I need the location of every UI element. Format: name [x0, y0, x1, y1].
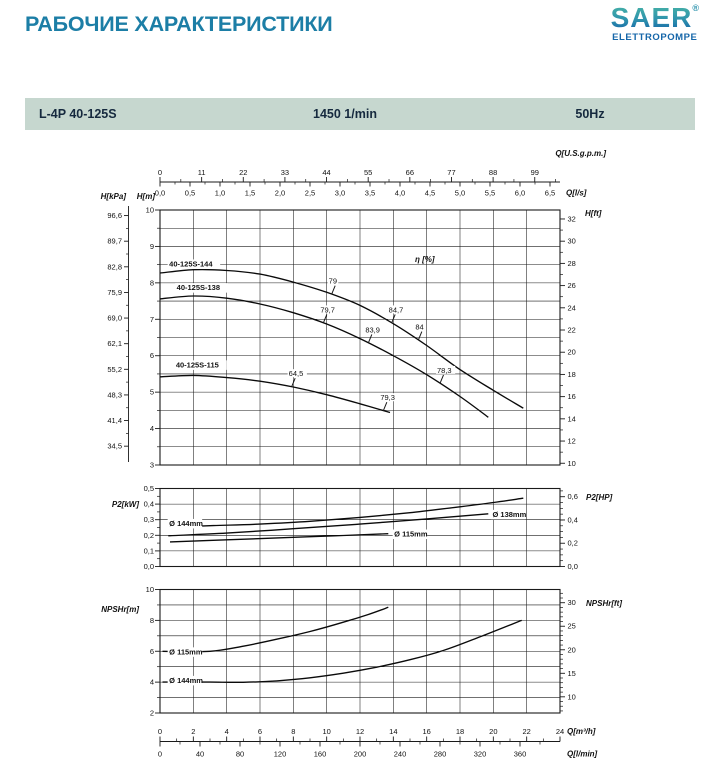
svg-text:25: 25 [567, 621, 576, 631]
svg-text:64,5: 64,5 [288, 369, 304, 379]
svg-text:4: 4 [149, 677, 154, 687]
svg-text:18: 18 [567, 369, 576, 379]
svg-text:0,2: 0,2 [567, 538, 578, 548]
svg-text:79: 79 [328, 276, 338, 286]
svg-text:88: 88 [488, 168, 498, 177]
svg-text:P2[kW]: P2[kW] [111, 500, 139, 509]
registered-mark: ® [692, 3, 699, 13]
svg-text:14: 14 [567, 414, 576, 424]
svg-text:0,3: 0,3 [143, 515, 154, 525]
svg-text:Ø 144mm: Ø 144mm [169, 675, 203, 685]
svg-text:28: 28 [567, 258, 576, 268]
svg-text:NPSHr[ft]: NPSHr[ft] [586, 599, 622, 608]
svg-text:Ø 115mm: Ø 115mm [169, 647, 203, 657]
svg-text:44: 44 [322, 168, 331, 177]
svg-text:120: 120 [273, 749, 287, 759]
svg-text:8: 8 [291, 727, 296, 736]
svg-text:2: 2 [191, 727, 196, 736]
svg-text:22: 22 [239, 168, 248, 177]
svg-text:6,5: 6,5 [544, 188, 556, 198]
svg-text:62,1: 62,1 [107, 339, 122, 349]
brand-name: SAER [610, 2, 693, 33]
svg-text:NPSHr[m]: NPSHr[m] [101, 605, 139, 614]
svg-text:0,0: 0,0 [143, 562, 154, 571]
svg-text:8: 8 [149, 615, 154, 625]
svg-text:40-125S-144: 40-125S-144 [169, 259, 213, 269]
svg-text:80: 80 [235, 749, 245, 759]
svg-text:34,5: 34,5 [107, 441, 122, 451]
svg-text:H[ft]: H[ft] [585, 209, 602, 218]
svg-text:75,9: 75,9 [107, 287, 122, 297]
svg-text:Q[l/s]: Q[l/s] [566, 188, 587, 198]
svg-text:32: 32 [567, 214, 576, 224]
svg-text:10: 10 [567, 458, 576, 468]
svg-text:360: 360 [513, 749, 527, 759]
svg-text:320: 320 [473, 749, 487, 759]
svg-text:16: 16 [567, 392, 576, 402]
svg-text:41,4: 41,4 [107, 416, 122, 426]
svg-text:4: 4 [224, 727, 229, 736]
svg-text:30: 30 [567, 598, 576, 608]
svg-text:82,8: 82,8 [107, 262, 122, 272]
svg-text:40: 40 [195, 749, 205, 759]
svg-text:240: 240 [393, 749, 407, 759]
svg-text:1,0: 1,0 [214, 188, 226, 198]
svg-text:96,6: 96,6 [107, 211, 122, 221]
svg-text:10: 10 [567, 692, 576, 702]
svg-text:89,7: 89,7 [107, 236, 122, 246]
svg-text:8: 8 [149, 278, 154, 288]
svg-text:3,0: 3,0 [334, 188, 346, 198]
svg-text:33: 33 [280, 168, 290, 177]
svg-text:22: 22 [567, 325, 576, 335]
svg-text:55: 55 [364, 168, 373, 177]
svg-text:3,5: 3,5 [364, 188, 376, 198]
svg-text:84,7: 84,7 [388, 305, 404, 315]
svg-text:4: 4 [149, 424, 154, 434]
svg-text:48,3: 48,3 [107, 390, 122, 400]
svg-text:10: 10 [322, 727, 331, 736]
svg-text:3: 3 [149, 460, 154, 470]
brand-subtitle: ELETTROPOMPE [612, 32, 698, 43]
svg-text:H[m]: H[m] [136, 192, 155, 201]
svg-text:6: 6 [149, 646, 154, 656]
svg-text:Ø 115mm: Ø 115mm [394, 529, 428, 539]
svg-text:0,4: 0,4 [143, 499, 154, 509]
svg-text:24: 24 [555, 727, 565, 736]
svg-text:0,5: 0,5 [143, 484, 154, 493]
svg-text:2: 2 [149, 708, 154, 718]
svg-text:7: 7 [149, 314, 154, 324]
svg-text:14: 14 [389, 727, 398, 736]
pump-model: L-4P 40-125S [39, 107, 117, 121]
svg-text:Q[l/min]: Q[l/min] [567, 749, 598, 759]
svg-text:18: 18 [455, 727, 465, 736]
svg-text:26: 26 [567, 281, 576, 291]
svg-text:10: 10 [145, 205, 154, 215]
svg-text:77: 77 [447, 168, 456, 177]
svg-text:2,0: 2,0 [274, 188, 286, 198]
svg-text:84: 84 [415, 322, 424, 332]
svg-text:2,5: 2,5 [304, 188, 316, 198]
svg-text:12: 12 [567, 436, 576, 446]
svg-text:0,1: 0,1 [143, 546, 154, 556]
svg-text:0,2: 0,2 [143, 530, 154, 540]
svg-text:15: 15 [567, 668, 576, 678]
svg-text:83,9: 83,9 [365, 325, 380, 335]
svg-text:0: 0 [157, 749, 163, 759]
svg-text:H[kPa]: H[kPa] [100, 192, 126, 201]
svg-text:99: 99 [530, 168, 539, 177]
svg-text:40-125S-138: 40-125S-138 [176, 283, 221, 293]
page-title: РАБОЧИЕ ХАРАКТЕРИСТИКИ [25, 12, 333, 36]
svg-text:Ø 144mm: Ø 144mm [169, 518, 203, 528]
svg-text:40-125S-115: 40-125S-115 [175, 360, 219, 370]
svg-text:79,3: 79,3 [380, 393, 395, 403]
svg-text:79,7: 79,7 [320, 305, 335, 315]
pump-frequency: 50Hz [575, 107, 605, 121]
svg-text:Ø 138mm: Ø 138mm [492, 509, 527, 519]
svg-text:10: 10 [145, 585, 154, 594]
svg-text:0,0: 0,0 [154, 188, 166, 198]
pump-speed: 1450 1/min [313, 107, 377, 121]
svg-text:4,5: 4,5 [424, 188, 436, 198]
svg-text:200: 200 [353, 749, 367, 759]
svg-text:69,0: 69,0 [107, 313, 122, 323]
svg-text:9: 9 [149, 241, 154, 251]
svg-text:0,4: 0,4 [567, 515, 578, 525]
svg-text:22: 22 [522, 727, 531, 736]
svg-text:1,5: 1,5 [244, 188, 256, 198]
svg-text:20: 20 [567, 347, 576, 357]
svg-text:24: 24 [567, 303, 576, 313]
svg-text:30: 30 [567, 236, 576, 246]
svg-text:0: 0 [157, 168, 163, 177]
svg-text:20: 20 [567, 645, 576, 655]
svg-text:η [%]: η [%] [415, 255, 435, 265]
svg-text:Q[m³/h]: Q[m³/h] [567, 727, 596, 736]
svg-text:Q[U.S.g.p.m.]: Q[U.S.g.p.m.] [555, 149, 606, 158]
svg-text:0,5: 0,5 [184, 188, 196, 198]
svg-text:55,2: 55,2 [107, 364, 122, 374]
svg-text:5,5: 5,5 [484, 188, 496, 198]
svg-text:66: 66 [405, 168, 415, 177]
svg-text:0,6: 0,6 [567, 492, 578, 502]
svg-text:160: 160 [313, 749, 327, 759]
svg-text:12: 12 [355, 727, 365, 736]
svg-text:16: 16 [422, 727, 431, 736]
svg-text:6,0: 6,0 [514, 188, 526, 198]
svg-text:78,3: 78,3 [437, 365, 452, 375]
svg-text:5: 5 [149, 387, 154, 397]
svg-text:4,0: 4,0 [394, 188, 406, 198]
svg-text:0,0: 0,0 [567, 562, 578, 571]
svg-text:20: 20 [489, 727, 498, 736]
svg-text:6: 6 [257, 727, 263, 736]
svg-text:6: 6 [149, 351, 154, 361]
svg-text:5,0: 5,0 [454, 188, 466, 198]
svg-text:0: 0 [157, 727, 163, 736]
svg-text:P2[HP]: P2[HP] [586, 493, 613, 502]
svg-text:11: 11 [197, 168, 206, 177]
svg-text:280: 280 [433, 749, 447, 759]
